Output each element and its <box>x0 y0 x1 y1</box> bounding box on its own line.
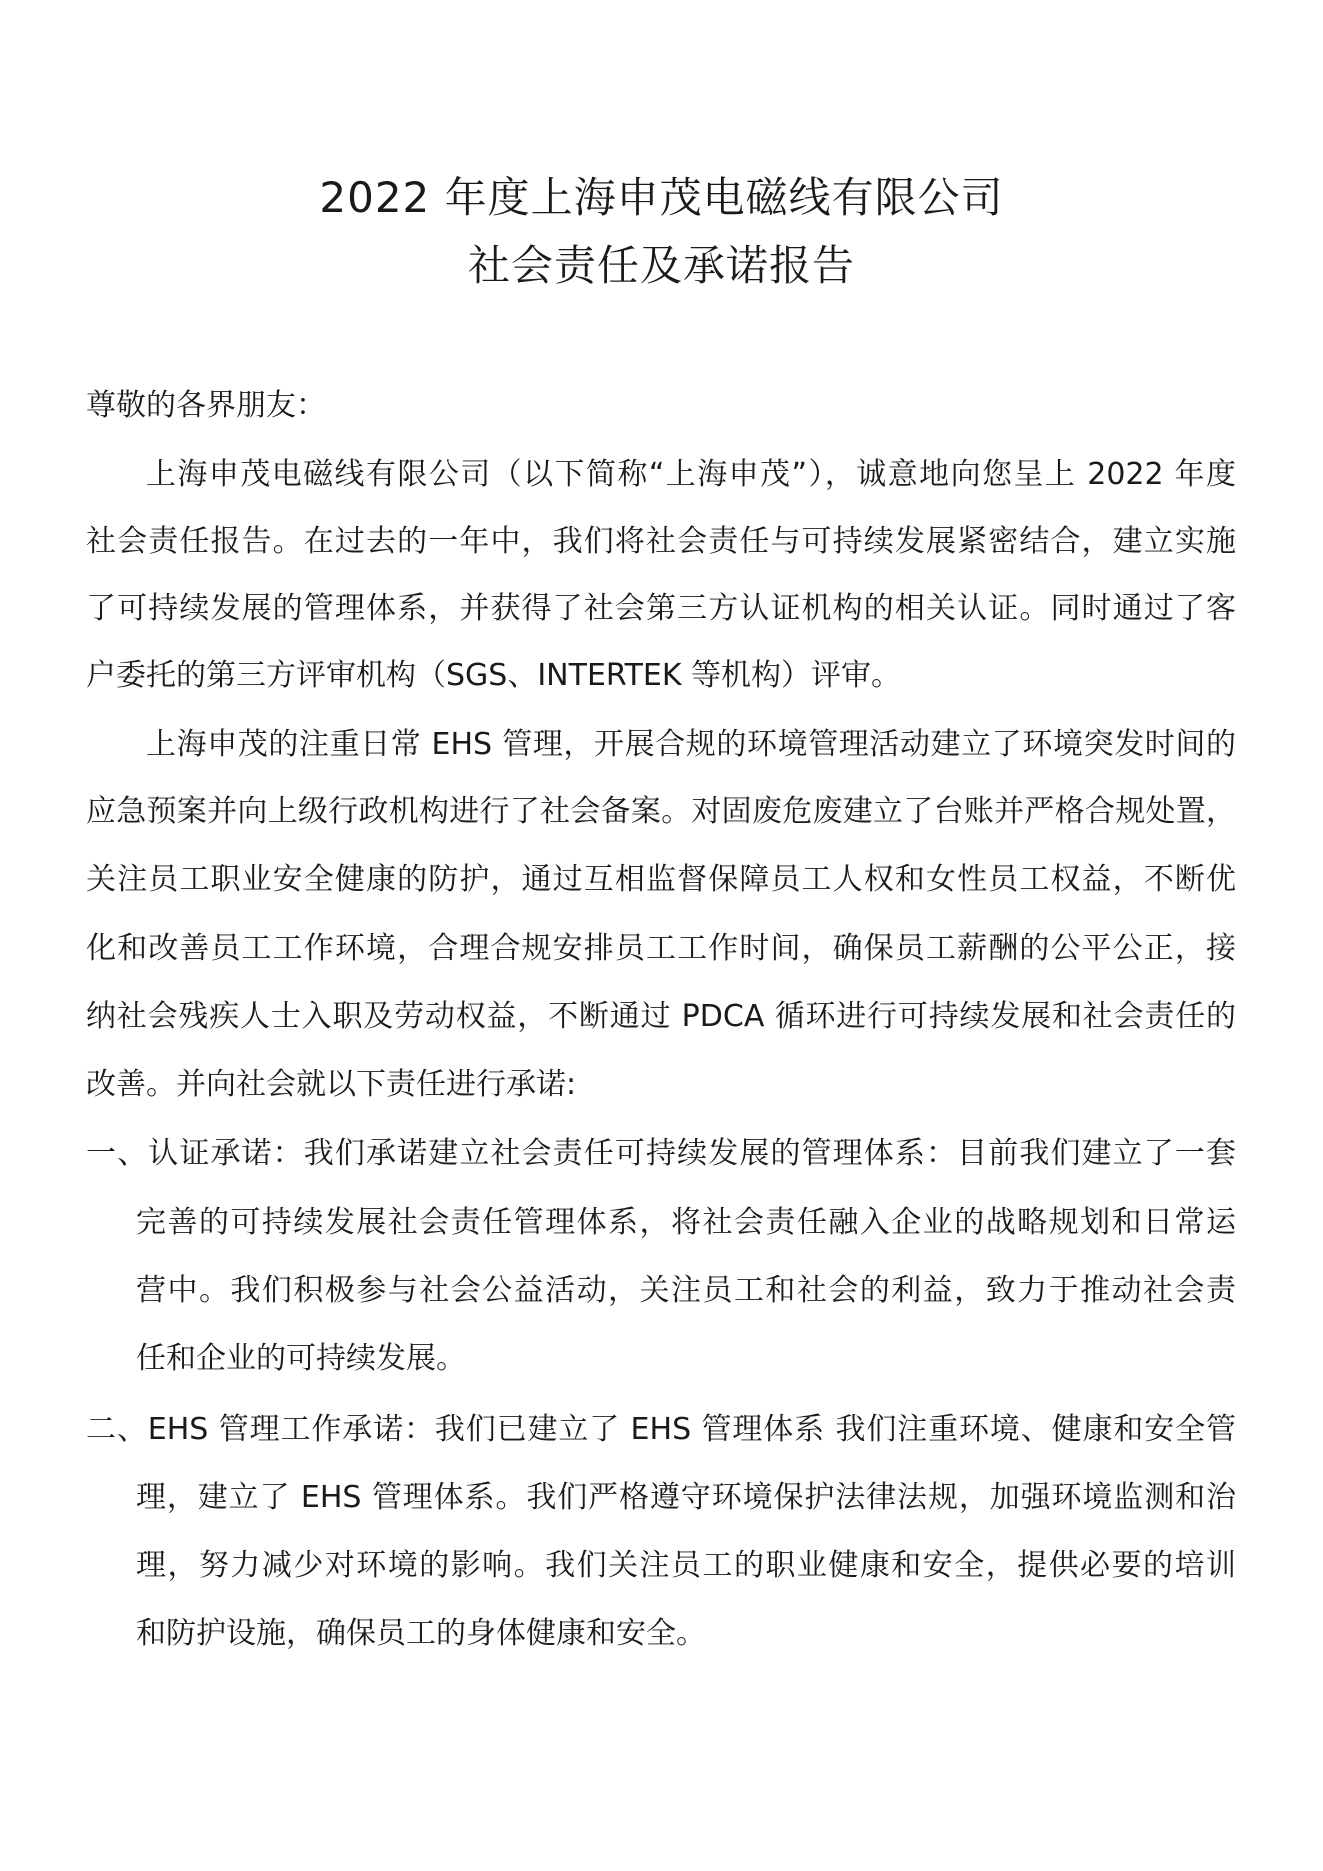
commitment-line: 营中。我们积极参与社会公益活动，关注员工和社会的利益，致力于推动社会责 <box>136 1273 1236 1308</box>
commitment-line: 一、认证承诺：我们承诺建立社会责任可持续发展的管理体系：目前我们建立了一套 <box>86 1136 1236 1171</box>
paragraph-line: 纳社会残疾人士入职及劳动权益，不断通过 PDCA 循环进行可持续发展和社会责任的 <box>86 999 1236 1034</box>
paragraph-line: 应急预案并向上级行政机构进行了社会备案。对固废危废建立了台账并严格合规处置， <box>86 794 1236 829</box>
paragraph-line: 上海申茂电磁线有限公司（以下简称“上海申茂”），诚意地向您呈上 2022 年度 <box>146 457 1236 492</box>
commitment-line: 二、EHS 管理工作承诺：我们已建立了 EHS 管理体系 我们注重环境、健康和安全管 <box>86 1412 1236 1447</box>
salutation: 尊敬的各界朋友： <box>86 388 326 423</box>
paragraph-line: 改善。并向社会就以下责任进行承诺: <box>86 1067 577 1102</box>
report-title-line-2: 社会责任及承诺报告 <box>467 241 855 290</box>
commitment-line: 理，努力减少对环境的影响。我们关注员工的职业健康和安全，提供必要的培训 <box>136 1548 1236 1583</box>
paragraph-line: 户委托的第三方评审机构（SGS、INTERTEK 等机构）评审。 <box>86 658 902 693</box>
paragraph-line: 上海申茂的注重日常 EHS 管理，开展合规的环境管理活动建立了环境突发时间的 <box>146 727 1236 762</box>
paragraph-line: 关注员工职业安全健康的防护，通过互相监督保障员工人权和女性员工权益，不断优 <box>86 862 1236 897</box>
report-title-line-1: 2022 年度上海申茂电磁线有限公司 <box>319 173 1004 222</box>
paragraph-line: 了可持续发展的管理体系，并获得了社会第三方认证机构的相关认证。同时通过了客 <box>86 591 1236 626</box>
commitment-line: 完善的可持续发展社会责任管理体系，将社会责任融入企业的战略规划和日常运 <box>136 1205 1236 1240</box>
commitment-line: 理，建立了 EHS 管理体系。我们严格遵守环境保护法律法规，加强环境监测和治 <box>136 1480 1236 1515</box>
commitment-line: 任和企业的可持续发展。 <box>136 1341 466 1376</box>
commitment-line: 和防护设施，确保员工的身体健康和安全。 <box>136 1616 706 1651</box>
paragraph-line: 社会责任报告。在过去的一年中，我们将社会责任与可持续发展紧密结合，建立实施 <box>86 524 1236 559</box>
paragraph-line: 化和改善员工工作环境，合理合规安排员工工作时间，确保员工薪酬的公平公正，接 <box>86 931 1236 966</box>
